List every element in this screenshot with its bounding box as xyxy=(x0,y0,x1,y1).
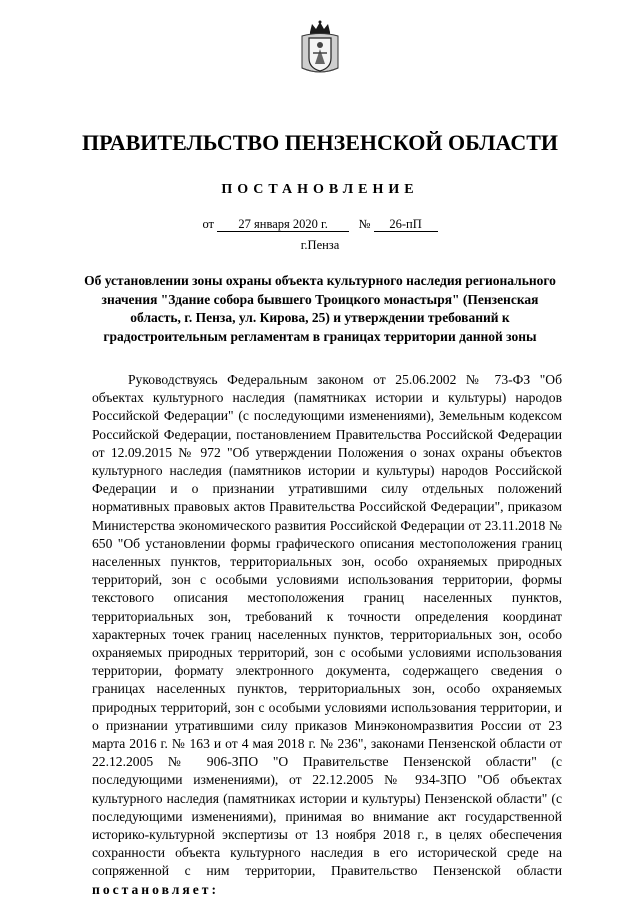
number-prefix: № xyxy=(358,217,371,231)
document-city: г.Пенза xyxy=(300,238,340,252)
date-prefix: от xyxy=(202,217,214,231)
document-date: 27 января 2020 г. xyxy=(217,217,349,232)
body-paragraph: Руководствуясь Федеральным законом от 25.06.2002 № 73-ФЗ "Об объектах культурного наследия (памятниках истории и культуры) народов Российской Федерации" (с последующими изменениями), Земельным кодексом Российской Федерации, постановлением Правительства Российской Федерации от 12.09.2015 № 972 "Об утверждении Положения о зонах охраны объектов культурного наследия (памятников истории и культуры) народов Российской Федерации и о признании утратившими силу отдельных положений нормативных правовых актов Правительства Российской Федерации", приказом Министерства экономического развития Российской Федерации от 23.11.2018 № 650 "Об установлении формы графического описания местоположения границ населенных пунктов, территориальных зон, особо охраняемых природных территорий, зон с особыми условиями использования территории, формы текстового описания местоположения границ населенных пунктов, территориальных зон, требований к точности определения координат характерных точек границ населенных пунктов, территориальных зон, особо охраняемых природных территорий, зон с особыми условиями использования территории, формату электронного документа, содержащего сведения о границах населенных пунктов, территориальных зон, особо охраняемых природных территорий, зон с особыми условиями использования территории, и о признании утратившими силу приказов Минэкономразвития России от 23 марта 2016 г. № 163 и от 4 мая 2018 г. № 236", законами Пензенской области от 22.12.2005 № 906-ЗПО "О Правительстве Пензенской области" (с последующими изменениями), от 22.12.2005 № 934-ЗПО "Об объектах культурного наследия (памятниках истории и культуры) Пензенской области" (с последующими изменениями), принимая во внимание акт государственной историко-культурной экспертизы от 13 ноября 2018 г., в целях обеспечения сохранности объекта культурного наследия в его исторической среде на сопряженной с ним территории, Правительство Пензенской области xyxy=(92,372,562,879)
coat-of-arms-icon xyxy=(298,20,342,76)
document-subject: Об установлении зоны охраны объекта культурного наследия регионального значения "Здание собора бывшего Троицкого монастыря" (Пензенская область, г. Пенза, ул. Кирова, 25) и утверждении требований к градостроительным регламентам в границах территории данной зоны xyxy=(84,273,556,344)
document-date-number xyxy=(0,216,640,232)
organization-title: ПРАВИТЕЛЬСТВО ПЕНЗЕНСКОЙ ОБЛАСТИ xyxy=(82,130,558,155)
document-type: ПОСТАНОВЛЕНИЕ xyxy=(221,182,419,197)
document-body xyxy=(92,371,562,899)
decree-word: постановляет: xyxy=(92,881,219,897)
document-number: 26-пП xyxy=(374,217,438,232)
